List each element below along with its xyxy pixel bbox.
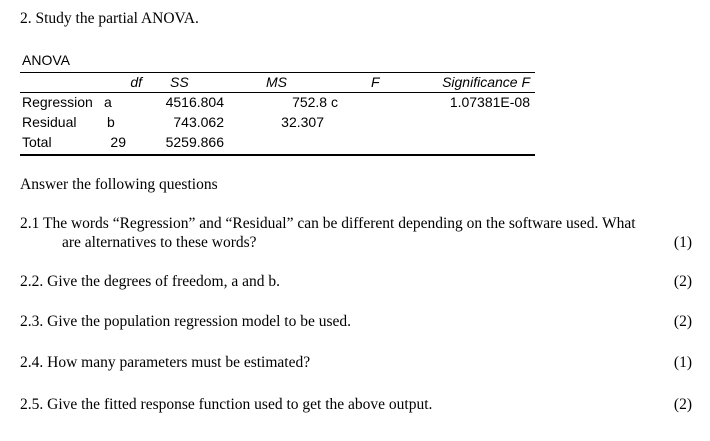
question-heading: 2. Study the partial ANOVA. bbox=[20, 10, 199, 27]
table-top-rule bbox=[20, 72, 535, 73]
header-f: F bbox=[371, 74, 380, 90]
row-label-regression: Regression bbox=[22, 94, 93, 110]
table-bottom-rule bbox=[20, 154, 535, 156]
regression-ms: 752.8 c bbox=[292, 94, 338, 110]
regression-df: a bbox=[104, 94, 112, 110]
header-ms: MS bbox=[266, 74, 287, 90]
question-2-5: 2.5. Give the fitted response function used to get the above output. bbox=[20, 396, 433, 413]
header-significance-f: Significance F bbox=[442, 74, 530, 90]
anova-table bbox=[20, 72, 535, 156]
total-df: 29 bbox=[110, 134, 126, 150]
residual-ss: 743.062 bbox=[173, 114, 224, 130]
question-2-3: 2.3. Give the population regression model to be used. bbox=[20, 313, 352, 330]
table-caption: ANOVA bbox=[22, 52, 70, 68]
regression-significance-f: 1.07381E-08 bbox=[449, 94, 530, 110]
header-df: df bbox=[130, 74, 142, 90]
row-label-residual: Residual bbox=[22, 114, 77, 130]
question-2-5-marks: (2) bbox=[673, 396, 692, 413]
question-2-2: 2.2. Give the degrees of freedom, a and b. bbox=[20, 273, 280, 290]
question-2-3-marks: (2) bbox=[673, 313, 692, 330]
total-ss: 5259.866 bbox=[165, 134, 224, 150]
question-2-1-marks: (1) bbox=[673, 234, 692, 251]
regression-ss: 4516.804 bbox=[165, 94, 224, 110]
residual-ms: 32.307 bbox=[281, 114, 324, 130]
question-2-4: 2.4. How many parameters must be estimated? bbox=[20, 354, 311, 371]
question-2-1-line-2: are alternatives to these words? bbox=[62, 234, 257, 251]
header-ss: SS bbox=[170, 74, 189, 90]
row-label-total: Total bbox=[22, 134, 52, 150]
residual-df: b bbox=[107, 114, 115, 130]
question-2-4-marks: (1) bbox=[673, 354, 692, 371]
question-2-2-marks: (2) bbox=[673, 273, 692, 290]
table-header-rule bbox=[20, 92, 535, 93]
instructions: Answer the following questions bbox=[20, 176, 218, 193]
question-2-1-line-1: 2.1 The words “Regression” and “Residual” can be different depending on the software used. What bbox=[20, 215, 636, 232]
